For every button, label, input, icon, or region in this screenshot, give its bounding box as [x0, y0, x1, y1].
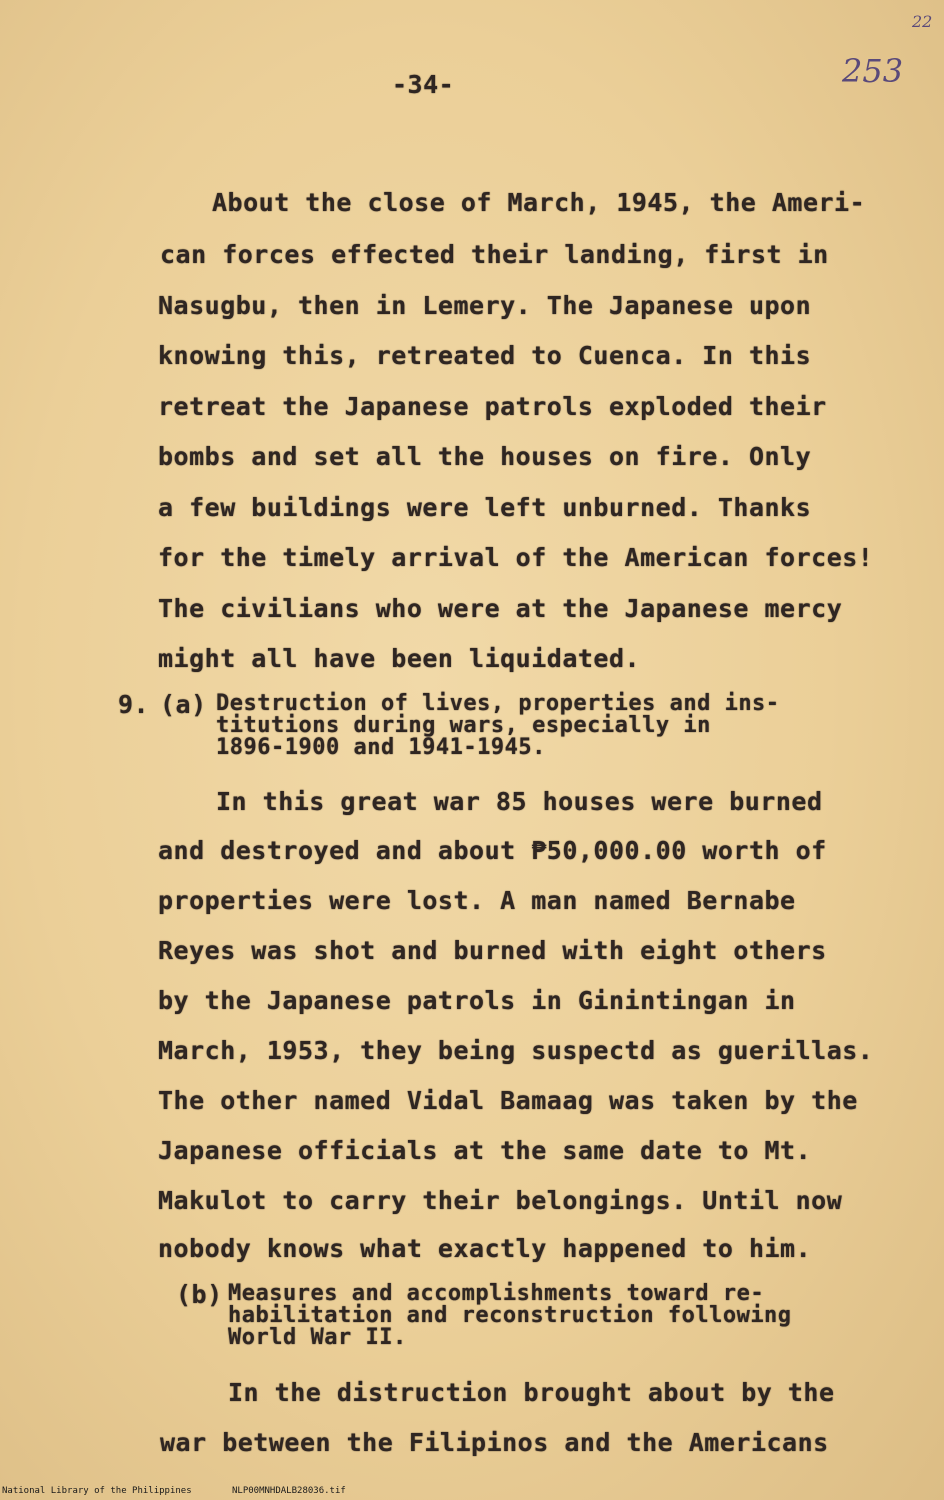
text-line: In this great war 85 houses were burned [216, 787, 823, 816]
text-line: and destroyed and about ₱50,000.00 worth of [158, 836, 827, 865]
text-line: The other named Vidal Bamaag was taken by the [158, 1086, 858, 1115]
text-line: a few buildings were left unburned. Thanks [158, 493, 812, 522]
section-label: (b) [176, 1280, 223, 1309]
text-line: Japanese officials at the same date to Mt. [158, 1136, 812, 1165]
scan-footer [0, 1484, 944, 1500]
section-number: 9. [118, 690, 150, 719]
text-line: bombs and set all the houses on fire. Only [158, 442, 812, 471]
text-line: might all have been liquidated. [158, 644, 641, 673]
text-line: by the Japanese patrols in Ginintingan in [158, 986, 796, 1015]
text-line: war between the Filipinos and the Americans [160, 1428, 829, 1457]
text-line: The civilians who were at the Japanese mercy [158, 594, 843, 623]
text-line: Makulot to carry their belongings. Until now [158, 1186, 843, 1215]
text-line: retreat the Japanese patrols exploded their [158, 392, 827, 421]
heading-line: titutions during wars, especially in [216, 713, 711, 738]
heading-line: 1896-1900 and 1941-1945. [216, 735, 546, 760]
heading-line: Measures and accomplishments toward re- [228, 1281, 765, 1306]
text-line: About the close of March, 1945, the Ameri- [212, 188, 866, 217]
section-label: (a) [160, 690, 207, 719]
handwritten-corner-number: 22 [912, 12, 933, 31]
page-number: -34- [392, 70, 455, 99]
text-line: In the distruction brought about by the [228, 1378, 835, 1407]
heading-line: habilitation and reconstruction following [228, 1303, 792, 1328]
heading-line: World War II. [228, 1325, 407, 1350]
footer-file-name: NLP00MNHDALB28036.tif [232, 1486, 346, 1496]
text-line: Reyes was shot and burned with eight others [158, 936, 827, 965]
handwritten-folio-number: 253 [842, 52, 904, 90]
heading-line: Destruction of lives, properties and ins- [216, 691, 780, 716]
text-line: for the timely arrival of the American forces! [158, 543, 874, 572]
text-line: knowing this, retreated to Cuenca. In this [158, 341, 812, 370]
text-line: properties were lost. A man named Bernabe [158, 886, 796, 915]
text-line: nobody knows what exactly happened to him. [158, 1234, 812, 1263]
text-line: can forces effected their landing, first in [160, 240, 829, 269]
text-line: March, 1953, they being suspectd as guerillas. [158, 1036, 874, 1065]
text-line: Nasugbu, then in Lemery. The Japanese upon [158, 291, 812, 320]
footer-library-name: National Library of the Philippines [2, 1486, 192, 1496]
